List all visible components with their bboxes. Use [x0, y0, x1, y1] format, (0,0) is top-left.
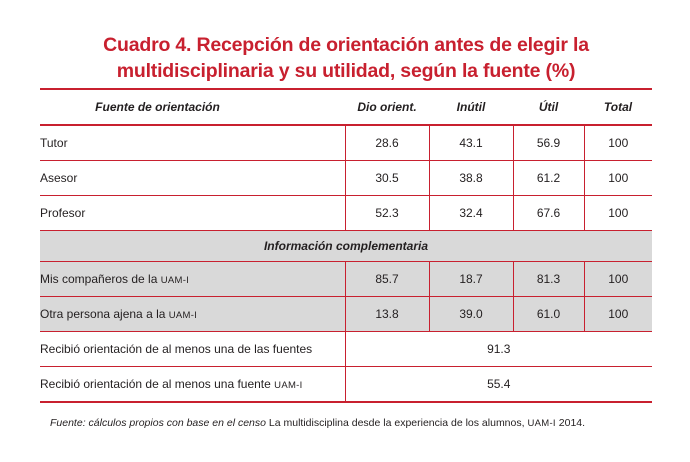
row-label [40, 367, 345, 403]
cell-value: 61.2 [513, 161, 584, 196]
column-header: Fuente de orientación [40, 89, 345, 125]
footnote-text: La multidisciplina desde la experiencia de los alumnos, [265, 417, 528, 429]
column-header: Total [584, 89, 652, 125]
institution-abbrev: UAM-I [160, 275, 190, 286]
column-header: Útil [513, 89, 584, 125]
row-label-text: Recibió orientación de al menos una de las fuentes [40, 342, 313, 356]
cell-value: 39.0 [429, 297, 513, 332]
cell-value: 55.4 [345, 367, 652, 403]
row-label [40, 262, 345, 297]
cell-value: 13.8 [345, 297, 429, 332]
cell-value: 43.1 [429, 125, 513, 161]
table-title-line-1: Cuadro 4. Recepción de orientación antes de elegir la [103, 34, 589, 56]
summary-row [40, 332, 652, 367]
table-title-line-2: multidisciplinaria y su utilidad, según la fuente (%) [116, 60, 576, 82]
row-label: Tutor [40, 125, 345, 161]
header-row [40, 89, 652, 125]
cell-value: 100 [584, 161, 652, 196]
cell-value: 100 [584, 297, 652, 332]
institution-abbrev: UAM-I [527, 418, 556, 429]
cell-value: 38.8 [429, 161, 513, 196]
cell-value: 85.7 [345, 262, 429, 297]
source-footnote [50, 417, 650, 429]
cell-value: 18.7 [429, 262, 513, 297]
footnote-source-label: Fuente: cálculos propios con base en el censo [50, 417, 266, 429]
section-label: Información complementaria [40, 231, 652, 262]
cell-value: 56.9 [513, 125, 584, 161]
column-header: Inútil [429, 89, 513, 125]
cell-value: 67.6 [513, 196, 584, 231]
section-row [40, 231, 652, 262]
cell-value: 100 [584, 262, 652, 297]
cell-value: 30.5 [345, 161, 429, 196]
table-row [40, 196, 652, 231]
cell-value: 91.3 [345, 332, 652, 367]
row-label [40, 297, 345, 332]
data-table [40, 88, 652, 403]
cell-value: 52.3 [345, 196, 429, 231]
table-row [40, 125, 652, 161]
cell-value: 32.4 [429, 196, 513, 231]
cell-value: 28.6 [345, 125, 429, 161]
cell-value: 61.0 [513, 297, 584, 332]
table-row [40, 262, 652, 297]
cell-value: 100 [584, 196, 652, 231]
column-header: Dio orient. [345, 89, 429, 125]
row-label-text: Mis compañeros de la [40, 272, 161, 286]
row-label [40, 332, 345, 367]
row-label-text: Otra persona ajena a la [40, 307, 169, 321]
institution-abbrev: UAM-I [168, 310, 198, 321]
institution-abbrev: UAM-I [274, 380, 303, 391]
cell-value: 81.3 [513, 262, 584, 297]
cell-value: 100 [584, 125, 652, 161]
footnote-year: 2014. [555, 417, 586, 429]
row-label: Asesor [40, 161, 345, 196]
table-row [40, 161, 652, 196]
table-row [40, 297, 652, 332]
row-label-text: Recibió orientación de al menos una fuente [40, 377, 275, 391]
table-title [40, 32, 652, 84]
summary-row [40, 367, 652, 403]
row-label: Profesor [40, 196, 345, 231]
